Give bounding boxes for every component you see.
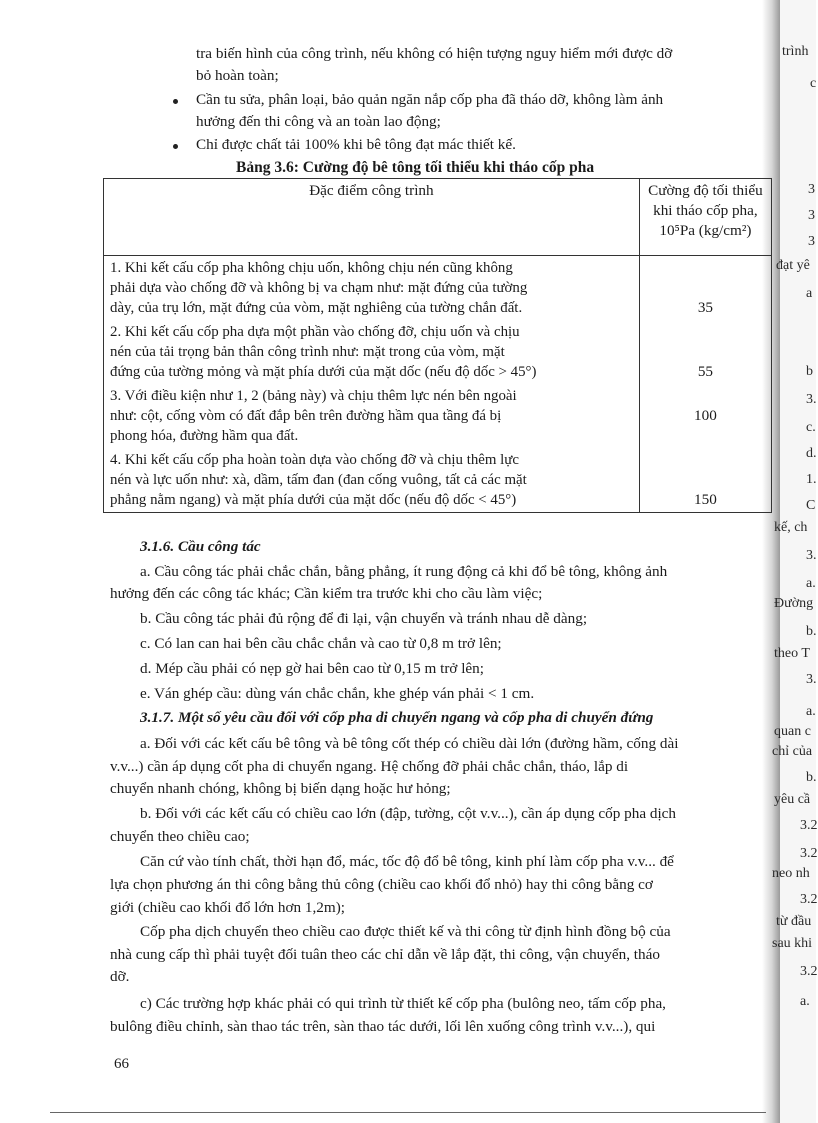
section-heading: 3.1.7. Một số yêu cầu đối với cốp pha di chuyển ngang và cốp pha di chuyển đứng: [140, 709, 654, 726]
margin-text: b.: [806, 770, 817, 785]
table-row: 4. Khi kết cấu cốp pha hoàn toàn dựa vào chống đỡ và chịu thêm lực nén và lực uốn như: xà, dầm, tấm đan (đan cống vuông, tất cả các mặt phẳng nằm ngang) và mặt phía dưới của mặt dốc (nếu độ dốc < 45°) 150: [104, 448, 772, 513]
bullet-icon: [173, 144, 178, 149]
margin-text: a.: [806, 704, 816, 719]
paragraph-line: bỏ hoàn toàn;: [196, 67, 279, 84]
margin-text: đạt yê: [776, 258, 810, 273]
paragraph-line: b. Đối với các kết cấu có chiều cao lớn (đập, tường, cột v.v...), cần áp dụng cốp pha dịch: [140, 805, 677, 822]
header-strength: Cường độ tối thiểu khi tháo cốp pha, 10⁵Pa (kg/cm²): [639, 179, 771, 256]
margin-text: 1.: [806, 472, 817, 487]
table-row: 2. Khi kết cấu cốp pha dựa một phần vào chống đỡ, chịu uốn và chịu nén của tải trọng bản thân công trình như: mặt trong của vòm, mặt đứng của tường mỏng và mặt phía dưới của mặt dốc (nếu độ dốc > 45°) 55: [104, 320, 772, 384]
margin-text: 3.2: [800, 892, 818, 907]
paragraph-line: chuyển nhanh chóng, không bị biến dạng hoặc hư hỏng;: [110, 780, 451, 797]
book-spine-shadow: [762, 0, 780, 1123]
paragraph-line: Cốp pha dịch chuyển theo chiều cao được thiết kế và thi công từ định hình đồng bộ của: [140, 923, 671, 940]
bullet-item: hưởng đến thi công và an toàn lao động;: [196, 113, 441, 130]
bullet-icon: [173, 99, 178, 104]
margin-text: a: [806, 286, 813, 301]
margin-text: C: [806, 498, 816, 513]
table-cell-value: 35: [697, 299, 713, 316]
paragraph-line: d. Mép cầu phải có nẹp gờ hai bên cao từ 0,15 m trở lên;: [140, 660, 484, 677]
paragraph-line: nhà cung cấp thì phải tuyệt đối tuân theo các chỉ dẫn về lắp đặt, thi công, vận chuyển, tháo: [110, 946, 660, 963]
table-cell-value: 150: [694, 491, 717, 508]
paragraph-line: lựa chọn phương án thi công bằng thủ công (chiều cao khối đổ nhỏ) hay thi công bằng cơ: [110, 876, 653, 893]
paragraph-line: chuyển theo chiều cao;: [110, 828, 250, 845]
margin-text: c: [810, 76, 817, 91]
table-cell-value: 55: [697, 363, 713, 380]
paragraph-line: tra biến hình của công trình, nếu không có hiện tượng nguy hiểm mới được dỡ: [196, 45, 673, 62]
margin-text: 3.2: [800, 964, 818, 979]
margin-text: yêu cầ: [774, 792, 811, 807]
table-row: 3. Với điều kiện như 1, 2 (bảng này) và chịu thêm lực nén bên ngoài như: cột, cống vòm có đất đắp bên trên đường hầm qua tầng đá bị phong hóa, đường hầm qua đất. 100: [104, 384, 772, 448]
page-edge-line: [50, 1112, 766, 1113]
margin-text: d.: [806, 446, 817, 461]
margin-text: neo nh: [772, 866, 810, 881]
margin-text: 3: [808, 208, 815, 223]
header-feature: Đặc điểm công trình: [104, 179, 640, 256]
margin-text: 3.2: [800, 818, 818, 833]
margin-text: 3.: [806, 548, 817, 563]
paragraph-line: a. Cầu công tác phải chắc chắn, bằng phẳng, ít rung động cả khi đổ bê tông, không ảnh: [140, 563, 668, 580]
adjacent-page-margin: [772, 0, 818, 1123]
margin-text: từ đầu: [776, 914, 812, 929]
margin-text: kế, ch: [774, 520, 808, 535]
margin-text: b.: [806, 624, 817, 639]
margin-text: theo T: [774, 646, 810, 661]
margin-text: a.: [806, 576, 816, 591]
paragraph-line: dỡ.: [110, 968, 130, 985]
paragraph-line: v.v...) cần áp dụng cốt pha di chuyển ngang. Hệ chống đỡ phải chắc chắn, tháo, lắp di: [110, 758, 629, 775]
margin-text: 3.: [806, 672, 817, 687]
margin-text: c.: [806, 420, 816, 435]
table-cell-value: 100: [694, 407, 717, 424]
margin-text: 3.: [806, 392, 817, 407]
margin-text: a.: [800, 994, 810, 1009]
margin-text: sau khi: [772, 936, 813, 951]
paragraph-line: a. Đối với các kết cấu bê tông và bê tông cốt thép có chiều dài lớn (đường hầm, cống dài: [140, 735, 679, 752]
paragraph-line: Căn cứ vào tính chất, thời hạn đổ, mác, tốc độ đổ bê tông, kinh phí làm cốp pha v.v... để: [140, 853, 674, 870]
margin-text: 3.2: [800, 846, 818, 861]
margin-text: Đường: [774, 596, 814, 611]
margin-text: quan c: [774, 724, 811, 739]
paragraph-line: giới (chiều cao khối đổ lớn hơn 1,2m);: [110, 899, 345, 916]
margin-text: b: [806, 364, 813, 379]
paragraph-line: b. Cầu công tác phải đủ rộng để đi lại, vận chuyển và tránh nhau dễ dàng;: [140, 610, 588, 627]
table-header-row: [104, 179, 772, 256]
paragraph-line: e. Ván ghép cầu: dùng ván chắc chắn, khe ghép ván phải < 1 cm.: [140, 685, 535, 702]
bullet-item: Chỉ được chất tải 100% khi bê tông đạt mác thiết kế.: [196, 136, 516, 153]
paragraph-line: c) Các trường hợp khác phải có qui trình từ thiết kế cốp pha (bulông neo, tấm cốp pha,: [140, 995, 666, 1012]
margin-text: chỉ của: [772, 744, 813, 759]
bullet-item: Cần tu sửa, phân loại, bảo quản ngăn nắp cốp pha đã tháo dỡ, không làm ảnh: [196, 91, 664, 108]
paragraph-line: hưởng đến các công tác khác; Cần kiểm tra trước khi cho cầu làm việc;: [110, 585, 543, 602]
paragraph-line: bulông điều chỉnh, sàn thao tác trên, sàn thao tác dưới, lối lên xuống công trình v.v...), qui: [110, 1018, 656, 1035]
section-heading: 3.1.6. Cầu công tác: [140, 538, 261, 555]
paragraph-line: c. Có lan can hai bên cầu chắc chắn và cao từ 0,8 m trở lên;: [140, 635, 502, 652]
margin-text: 3: [808, 234, 815, 249]
margin-text: 3: [808, 182, 815, 197]
strength-table: [103, 178, 772, 513]
table-caption: Bảng 3.6: Cường độ bê tông tối thiểu khi tháo cốp pha: [236, 159, 595, 176]
table-row: 1. Khi kết cấu cốp pha không chịu uốn, không chịu nén cũng không phải dựa vào chống đỡ và không bị va chạm như: mặt đứng của tường dày, của trụ lớn, mặt đứng của vòm, mặt nghiêng của tường chắn đất. 35: [104, 256, 772, 321]
margin-text: trình: [782, 44, 809, 59]
page-number: 66: [114, 1056, 129, 1072]
